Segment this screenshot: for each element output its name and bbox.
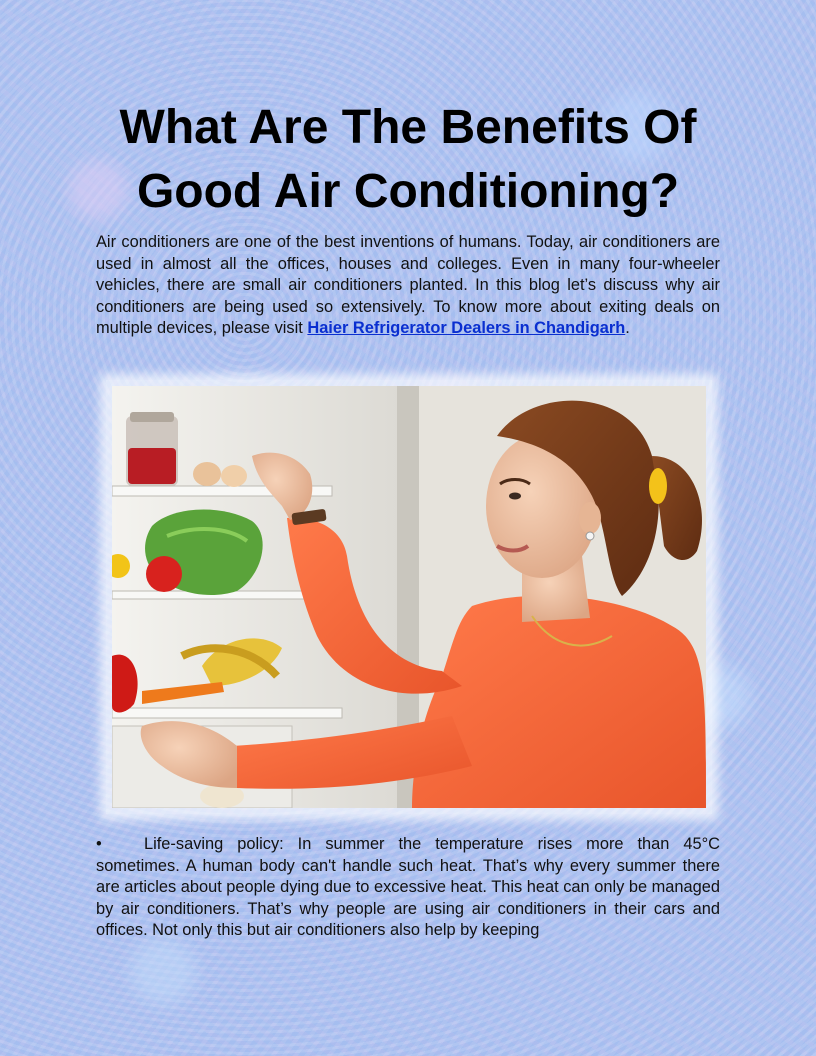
page-title: What Are The Benefits Of Good Air Conditioning? (119, 101, 697, 218)
tomato (146, 556, 182, 592)
egg (193, 462, 221, 486)
hair-tie (649, 468, 667, 504)
bullet-paragraph-life-saving (96, 834, 720, 942)
intro-trailing: . (625, 319, 630, 337)
article-image-frame (106, 380, 712, 814)
bullet-text: Life-saving policy: In summer the temperature rises more than 45°C sometimes. A human body can't handle such heat. That’s why every summer there are articles about people dying due to excessive heat. This heat can only be managed by air conditioners. That’s why people are using air conditioners in their cars and offices. Not only this but air conditioners also help by keeping (96, 835, 720, 939)
bullet-marker: • (96, 835, 102, 853)
refrigerator-photo (112, 386, 706, 808)
intro-paragraph (96, 232, 720, 340)
earring (586, 532, 594, 540)
intro-text: Air conditioners are one of the best inventions of humans. Today, air conditioners are used in almost all the offices, houses and colleges. Even in many four-wheeler vehicles, there are small air conditioners planted. In this blog let’s discuss why air conditioners are being used so extensively. To know more about exiting deals on multiple devices, please visit (96, 233, 720, 337)
haier-dealers-link[interactable]: Haier Refrigerator Dealers in Chandigarh (307, 319, 626, 337)
egg (221, 465, 247, 487)
fridge-shelf-bottom (112, 708, 342, 718)
